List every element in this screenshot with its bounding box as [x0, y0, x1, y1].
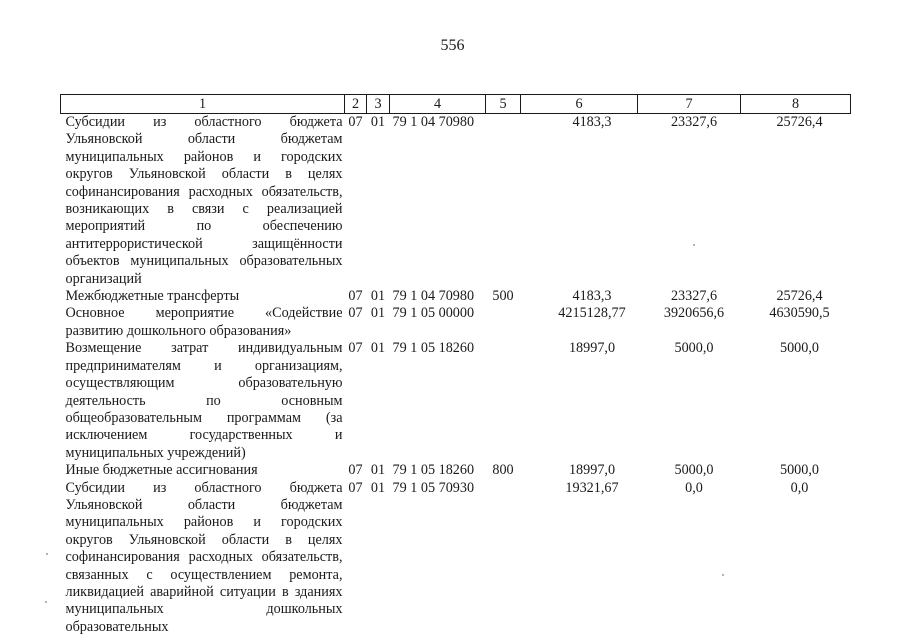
- row-value-col8: 5000,0: [779, 462, 819, 479]
- row-value-col6: 18997,0: [568, 340, 616, 357]
- row-subsection: 01: [370, 305, 386, 322]
- row-expense-type: [486, 305, 521, 340]
- row-section: 07: [348, 114, 363, 130]
- row-target-code: 79 1 05 70930: [392, 479, 475, 496]
- row-section: 07: [348, 288, 363, 305]
- table-row: [61, 305, 851, 340]
- table-row: [61, 114, 851, 289]
- scan-speck: [46, 553, 48, 555]
- row-value-col7: 5000,0: [674, 462, 714, 479]
- row-section: 07: [348, 305, 363, 322]
- row-subsection: 01: [370, 462, 386, 479]
- row-name: Межбюджетные трансферты: [65, 288, 240, 305]
- page-number: 556: [440, 37, 465, 54]
- row-value-col7: 23327,6: [670, 288, 718, 305]
- row-target-code: 79 1 05 18260: [392, 340, 475, 357]
- row-subsection: 01: [370, 479, 386, 496]
- row-value-col8: 4630590,5: [769, 305, 830, 322]
- scan-speck: [693, 244, 695, 246]
- row-subsection: 01: [370, 288, 386, 305]
- row-value-col7: 23327,6: [670, 114, 718, 130]
- row-value-col7: 5000,0: [674, 340, 714, 357]
- row-expense-type: [486, 340, 521, 462]
- scan-speck: [45, 601, 47, 603]
- column-header: 3: [367, 95, 390, 114]
- row-value-col6: 4215128,77: [558, 305, 626, 322]
- row-name: Субсидии из областного бюджета Ульяновской области бюджетам муниципальных районов и городских округов Ульяновской области в целях софинансирования расходных обязательств, связанных с осуществлением ремонта, ликвидацией аварийной ситуации в зданиях муниципальных дошкольных образовательных: [65, 479, 343, 635]
- column-header: 1: [61, 95, 345, 114]
- row-name: Иные бюджетные ассигнования: [65, 462, 258, 479]
- budget-table: [60, 94, 851, 636]
- row-section: 07: [348, 479, 363, 496]
- scan-speck: [722, 574, 724, 576]
- table-row: [61, 462, 851, 479]
- row-value-col7: 0,0: [685, 479, 703, 496]
- column-header: 7: [638, 95, 741, 114]
- row-value-col6: 18997,0: [568, 462, 616, 479]
- row-name: Основное мероприятие «Содействие развитию дошкольного образования»: [65, 305, 343, 339]
- row-target-code: 79 1 04 70980: [392, 288, 475, 305]
- row-value-col8: 5000,0: [779, 340, 819, 357]
- row-target-code: 79 1 05 18260: [392, 462, 475, 479]
- column-header: 8: [741, 95, 851, 114]
- row-expense-type: [486, 480, 521, 637]
- row-value-col8: 0,0: [790, 479, 809, 496]
- row-value-col6: 4183,3: [572, 114, 612, 130]
- row-value-col7: 3920656,6: [663, 305, 725, 322]
- row-value-col6: 19321,67: [565, 479, 619, 496]
- row-expense-type: [486, 114, 521, 289]
- table-row: [61, 340, 851, 462]
- table-row: [61, 288, 851, 305]
- table-header-row: [61, 95, 851, 114]
- row-value-col8: 25726,4: [776, 114, 823, 130]
- row-value-col8: 25726,4: [776, 288, 823, 305]
- column-header: 6: [521, 95, 638, 114]
- table-row: [61, 480, 851, 637]
- row-subsection: 01: [370, 340, 386, 357]
- row-subsection: 01: [370, 114, 386, 130]
- row-expense-type: 800: [492, 462, 514, 479]
- row-value-col6: 4183,3: [572, 288, 612, 305]
- column-header: 5: [486, 95, 521, 114]
- row-expense-type: 500: [492, 288, 514, 305]
- row-target-code: 79 1 05 00000: [392, 305, 475, 322]
- row-name: Возмещение затрат индивидуальным предпринимателям и организациям, осуществляющим образовательную деятельность по основным общеобразовательным программам (за исключением государственных и муниципальных учреждений): [65, 340, 343, 461]
- row-section: 07: [348, 462, 363, 479]
- row-target-code: 79 1 04 70980: [392, 114, 475, 130]
- row-name: Субсидии из областного бюджета Ульяновской области бюджетам муниципальных районов и городских округов Ульяновской области в целях софинансирования расходных обязательств, возникающих в связи с реализацией мероприятий по обеспечению антитеррористической защищённости объектов муниципальных образовательных организаций: [65, 114, 343, 287]
- row-section: 07: [348, 340, 363, 357]
- column-header: 2: [345, 95, 367, 114]
- column-header: 4: [390, 95, 486, 114]
